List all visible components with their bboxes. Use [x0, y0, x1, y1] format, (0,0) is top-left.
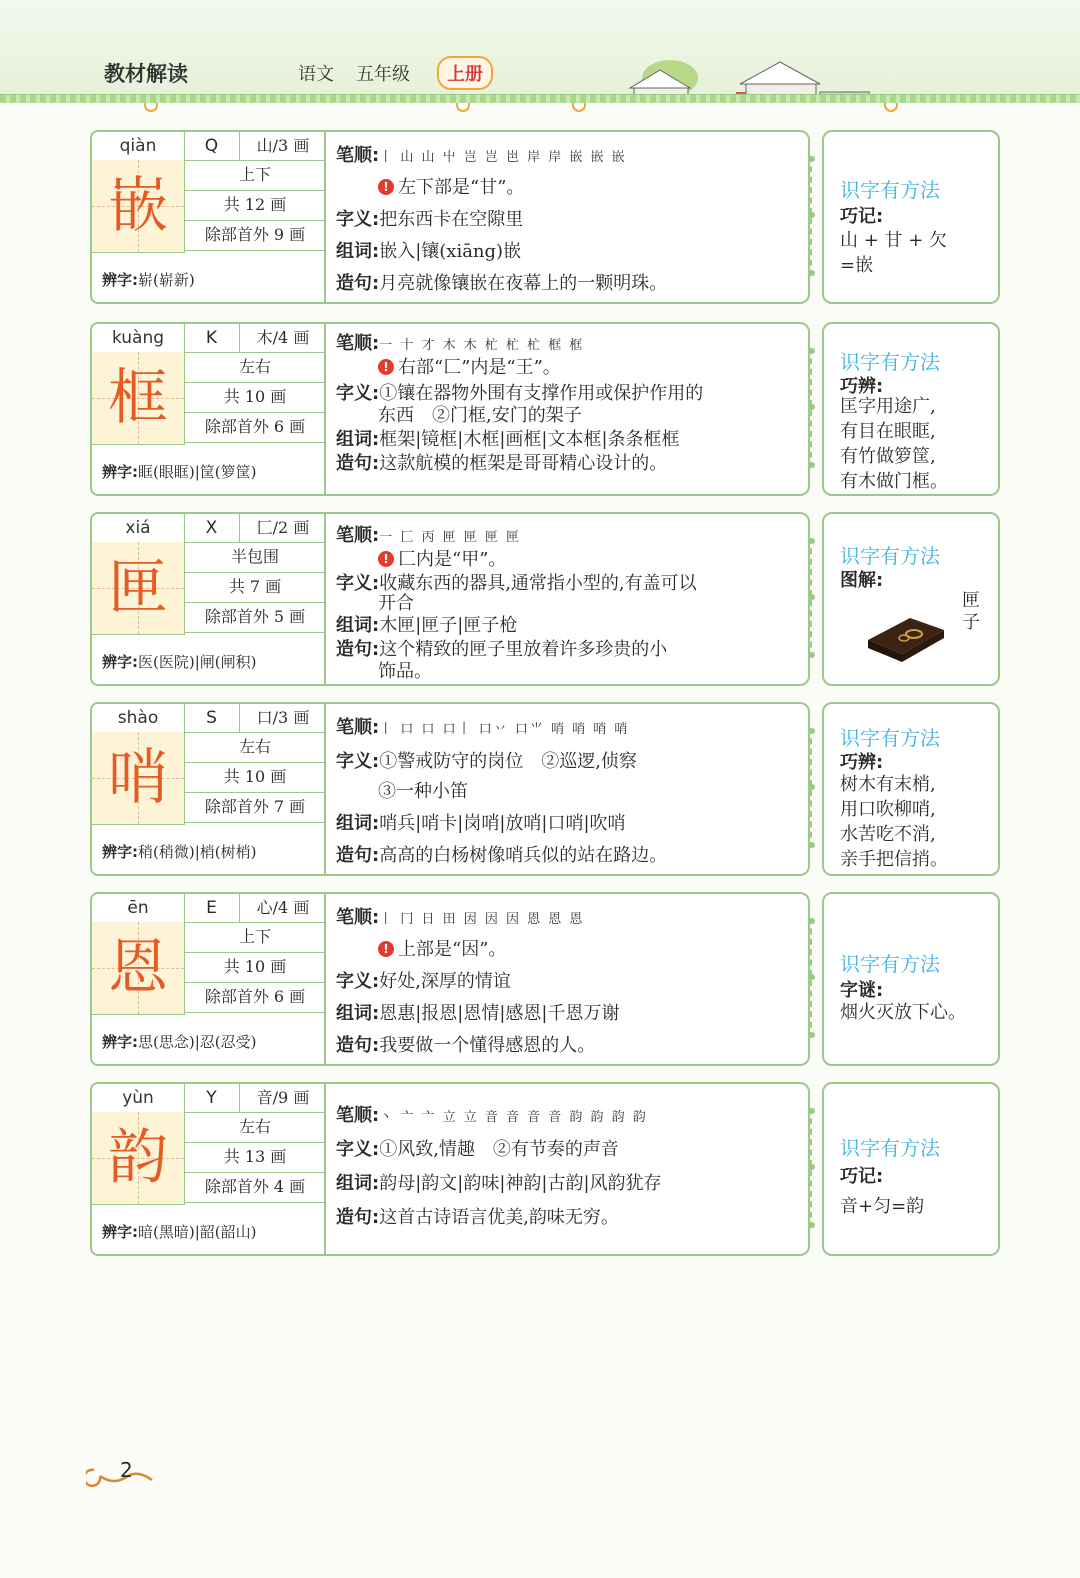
sentence-text: 我要做一个懂得感恩的人。 [379, 1035, 596, 1056]
sentence-row: 造句:这首古诗语言优美,韵味无穷。 [336, 1207, 619, 1228]
warning-icon: ! [378, 941, 394, 957]
method-title: 识字有方法 [840, 178, 940, 202]
meaning-text: ①警戒防守的岗位 ②巡逻,侦察 [379, 751, 637, 772]
strokes-excluding-radical: 除部首外 4 画 [184, 1172, 326, 1203]
char-info-panel [90, 512, 326, 686]
pinyin: xiá [92, 514, 185, 543]
character-entry [90, 892, 810, 1068]
note-text: 左下部是“甘”。 [398, 177, 525, 198]
page-number: 2 [120, 1458, 133, 1482]
character-grid [92, 542, 185, 635]
note-row [378, 174, 524, 202]
structure: 左右 [184, 352, 326, 383]
stroke-order-row: 笔顺:丨 山 山 屮 岂 岂 岜 岸 岸 嵌 嵌 嵌 [336, 145, 627, 166]
words-row: 组词:恩惠|报恩|恩情|感恩|千恩万谢 [336, 1003, 620, 1024]
character-entry [90, 322, 810, 498]
meaning-text: 好处,深厚的情谊 [379, 971, 511, 992]
pinyin: yùn [92, 1084, 185, 1113]
method-type: 巧辨: [840, 752, 884, 773]
char-detail-panel [326, 892, 810, 1066]
pinyin: shào [92, 704, 185, 733]
character-grid [92, 732, 185, 825]
sentence-row: 造句:这个精致的匣子里放着许多珍贵的小 [336, 639, 668, 660]
character: 哨 [108, 743, 168, 813]
method-body: 匡字用途广, 有目在眼眶, 有竹做箩筐, 有木做门框。 [840, 396, 948, 492]
strokes-excluding-radical: 除部首外 6 画 [184, 412, 326, 443]
method-type: 巧记: [840, 1166, 884, 1187]
distinguish-text: 暗(黑暗)|韶(韶山) [138, 1223, 257, 1241]
note-text: 匚内是“甲”。 [398, 549, 507, 570]
volume-badge: 上册 [437, 56, 493, 90]
box-picture-icon [864, 600, 948, 664]
pinyin: ēn [92, 894, 185, 923]
method-card [822, 892, 1000, 1066]
stroke-order-row: 笔顺:丨 冂 日 田 因 因 因 恩 恩 恩 [336, 907, 585, 928]
book-title: 教材解读 [104, 62, 188, 86]
strokes-excluding-radical: 除部首外 9 画 [184, 220, 326, 251]
warning-icon: ! [378, 359, 394, 375]
method-card [822, 1082, 1000, 1256]
distinguish-row: 辨字:眶(眼眶)|筐(箩筐) [102, 463, 257, 481]
method-title: 识字有方法 [840, 1136, 940, 1160]
distinguish-row: 辨字:思(思念)|忍(忍受) [102, 1033, 257, 1051]
method-card [822, 702, 1000, 876]
method-body: 山 + 甘 + 欠 =嵌 [840, 230, 948, 276]
words-text: 嵌入|镶(xiāng)嵌 [379, 241, 522, 262]
meaning-row: 字义:①镶在器物外围有支撑作用或保护作用的 [336, 383, 704, 404]
words-text: 哨兵|哨卡|岗哨|放哨|口哨|吹哨 [379, 813, 626, 834]
sentence-row: 造句:我要做一个懂得感恩的人。 [336, 1035, 596, 1056]
structure: 左右 [184, 1112, 326, 1143]
stroke-order: 丨 冂 日 田 因 因 因 恩 恩 恩 [379, 912, 585, 927]
distinguish-text: 稍(稍微)|梢(树梢) [138, 843, 257, 861]
warning-icon: ! [378, 179, 394, 195]
stroke-order: 一 十 才 木 木 杧 杧 杧 框 框 [379, 338, 585, 353]
character: 框 [108, 363, 168, 433]
subject-label: 语文 [298, 64, 334, 85]
sentence-text: 这首古诗语言优美,韵味无穷。 [379, 1207, 619, 1228]
method-type: 巧记: [840, 206, 884, 227]
index-letter: K [184, 324, 240, 353]
note-row [378, 354, 561, 382]
character-entry [90, 702, 810, 878]
meaning-row: 字义:收藏东西的器具,通常指小型的,有盖可以 [336, 573, 697, 594]
sentence-text: 高高的白杨树像哨兵似的站在路边。 [379, 845, 668, 866]
distinguish-text: 崭(崭新) [138, 271, 195, 289]
method-body: 烟火灭放下心。 [840, 1002, 966, 1023]
structure: 半包围 [184, 542, 326, 573]
sentence-text: 月亮就像镶嵌在夜幕上的一颗明珠。 [379, 273, 668, 294]
sentence-row: 造句:月亮就像镶嵌在夜幕上的一颗明珠。 [336, 273, 668, 294]
method-card [822, 322, 1000, 496]
house-illustration-icon [600, 48, 870, 100]
meaning-row: 字义:①风致,情趣 ②有节奏的声音 [336, 1139, 619, 1160]
char-info-panel [90, 322, 326, 496]
words-text: 木匣|匣子|匣子枪 [379, 615, 518, 636]
note-row [378, 936, 506, 964]
structure: 上下 [184, 922, 326, 953]
total-strokes: 共 13 画 [184, 1142, 326, 1173]
method-title: 识字有方法 [840, 544, 940, 568]
char-detail-panel [326, 130, 810, 304]
method-title: 识字有方法 [840, 350, 940, 374]
index-letter: Q [184, 132, 240, 161]
character-entry [90, 512, 810, 688]
character: 恩 [108, 933, 168, 1003]
strokes-excluding-radical: 除部首外 5 画 [184, 602, 326, 633]
total-strokes: 共 10 画 [184, 952, 326, 983]
meaning-row: 字义:①警戒防守的岗位 ②巡逻,侦察 [336, 751, 637, 772]
meaning-continued: 东西 ②门框,安门的架子 [378, 405, 582, 426]
sentence-row: 造句:高高的白杨树像哨兵似的站在路边。 [336, 845, 668, 866]
char-info-panel [90, 892, 326, 1066]
header-divider [0, 94, 1080, 103]
method-type: 巧辨: [840, 376, 884, 397]
method-type: 图解: [840, 570, 884, 591]
picture-caption: 匣 子 [962, 590, 980, 633]
character-grid [92, 352, 185, 445]
stroke-order-row: 笔顺:一 十 才 木 木 杧 杧 杧 框 框 [336, 333, 585, 354]
distinguish-row: 辨字:暗(黑暗)|韶(韶山) [102, 1223, 257, 1241]
stroke-order: 丨 口 口 口丨 口丷 口⺌ 哨 哨 哨 哨 [379, 722, 630, 737]
distinguish-text: 思(思念)|忍(忍受) [138, 1033, 257, 1051]
radical-strokes: 木/4 画 [240, 324, 326, 353]
method-title: 识字有方法 [840, 952, 940, 976]
stroke-order-row: 笔顺:一 匚 丙 匣 匣 匣 匣 [336, 525, 521, 546]
distinguish-row: 辨字:崭(崭新) [102, 271, 195, 289]
method-body: 音+匀=韵 [840, 1196, 925, 1217]
index-letter: X [184, 514, 240, 543]
distinguish-row: 辨字:医(医院)|闸(闸积) [102, 653, 257, 671]
total-strokes: 共 10 画 [184, 762, 326, 793]
total-strokes: 共 10 画 [184, 382, 326, 413]
method-title: 识字有方法 [840, 726, 940, 750]
words-row: 组词:韵母|韵文|韵味|神韵|古韵|风韵犹存 [336, 1173, 662, 1194]
method-type: 字谜: [840, 980, 884, 1001]
char-info-panel [90, 702, 326, 876]
words-text: 框架|镜框|木框|画框|文本框|条条框框 [379, 429, 680, 450]
character-grid [92, 1112, 185, 1205]
words-text: 恩惠|报恩|恩情|感恩|千恩万谢 [379, 1003, 620, 1024]
character-entry [90, 1082, 810, 1258]
page-header [0, 0, 1080, 100]
meaning-row: 字义:好处,深厚的情谊 [336, 971, 511, 992]
words-text: 韵母|韵文|韵味|神韵|古韵|风韵犹存 [379, 1173, 662, 1194]
index-letter: S [184, 704, 240, 733]
sentence-text: 这款航模的框架是哥哥精心设计的。 [379, 453, 668, 474]
method-card [822, 130, 1000, 304]
character-grid [92, 160, 185, 253]
sentence-row: 造句:这款航模的框架是哥哥精心设计的。 [336, 453, 668, 474]
distinguish-row: 辨字:稍(稍微)|梢(树梢) [102, 843, 257, 861]
words-row: 组词:哨兵|哨卡|岗哨|放哨|口哨|吹哨 [336, 813, 626, 834]
character: 嵌 [108, 171, 168, 241]
warning-icon: ! [378, 551, 394, 567]
character: 韵 [108, 1123, 168, 1193]
note-text: 上部是“因”。 [398, 939, 507, 960]
index-letter: E [184, 894, 240, 923]
words-row: 组词:框架|镜框|木框|画框|文本框|条条框框 [336, 429, 680, 450]
words-row: 组词:木匣|匣子|匣子枪 [336, 615, 518, 636]
sentence-continued: 饰品。 [378, 661, 432, 682]
character-entry [90, 130, 810, 306]
radical-strokes: 山/3 画 [240, 132, 326, 161]
stroke-order: 丶 亠 亠 立 立 音 音 音 音 韵 韵 韵 韵 [379, 1110, 648, 1125]
strokes-excluding-radical: 除部首外 6 画 [184, 982, 326, 1013]
method-card [822, 512, 1000, 686]
radical-strokes: 匚/2 画 [240, 514, 326, 543]
radical-strokes: 音/9 画 [240, 1084, 326, 1113]
distinguish-text: 医(医院)|闸(闸积) [138, 653, 257, 671]
note-text: 右部“匚”内是“王”。 [398, 357, 561, 378]
char-info-panel [90, 130, 326, 304]
character-grid [92, 922, 185, 1015]
radical-strokes: 口/3 画 [240, 704, 326, 733]
char-detail-panel [326, 512, 810, 686]
index-letter: Y [184, 1084, 240, 1113]
total-strokes: 共 7 画 [184, 572, 326, 603]
pinyin: kuàng [92, 324, 185, 353]
meaning-text: 把东西卡在空隙里 [379, 209, 524, 230]
structure: 左右 [184, 732, 326, 763]
stroke-order-row: 笔顺:丨 口 口 口丨 口丷 口⺌ 哨 哨 哨 哨 [336, 717, 630, 738]
meaning-continued: 开合 [378, 593, 414, 614]
char-detail-panel [326, 322, 810, 496]
char-detail-panel [326, 1082, 810, 1256]
radical-strokes: 心/4 画 [240, 894, 326, 923]
stroke-order: 一 匚 丙 匣 匣 匣 匣 [379, 530, 521, 545]
stroke-order: 丨 山 山 屮 岂 岂 岜 岸 岸 嵌 嵌 嵌 [379, 150, 627, 165]
stroke-order-row: 笔顺:丶 亠 亠 立 立 音 音 音 音 韵 韵 韵 韵 [336, 1105, 648, 1126]
meaning-text: ①镶在器物外围有支撑作用或保护作用的 [379, 383, 704, 404]
words-row: 组词:嵌入|镶(xiāng)嵌 [336, 241, 522, 262]
grade-label: 五年级 [356, 64, 410, 85]
structure: 上下 [184, 160, 326, 191]
pinyin: qiàn [92, 132, 185, 161]
method-body: 树木有末梢, 用口吹柳哨, 水苦吃不消, 亲手把信捎。 [840, 774, 948, 870]
char-detail-panel [326, 702, 810, 876]
sentence-text: 这个精致的匣子里放着许多珍贵的小 [379, 639, 668, 660]
meaning-row: 字义:把东西卡在空隙里 [336, 209, 524, 230]
meaning-text: ①风致,情趣 ②有节奏的声音 [379, 1139, 619, 1160]
char-info-panel [90, 1082, 326, 1256]
meaning-continued: ③一种小笛 [378, 781, 468, 802]
strokes-excluding-radical: 除部首外 7 画 [184, 792, 326, 823]
meaning-text: 收藏东西的器具,通常指小型的,有盖可以 [379, 573, 697, 594]
character: 匣 [108, 553, 168, 623]
total-strokes: 共 12 画 [184, 190, 326, 221]
distinguish-text: 眶(眼眶)|筐(箩筐) [138, 463, 257, 481]
